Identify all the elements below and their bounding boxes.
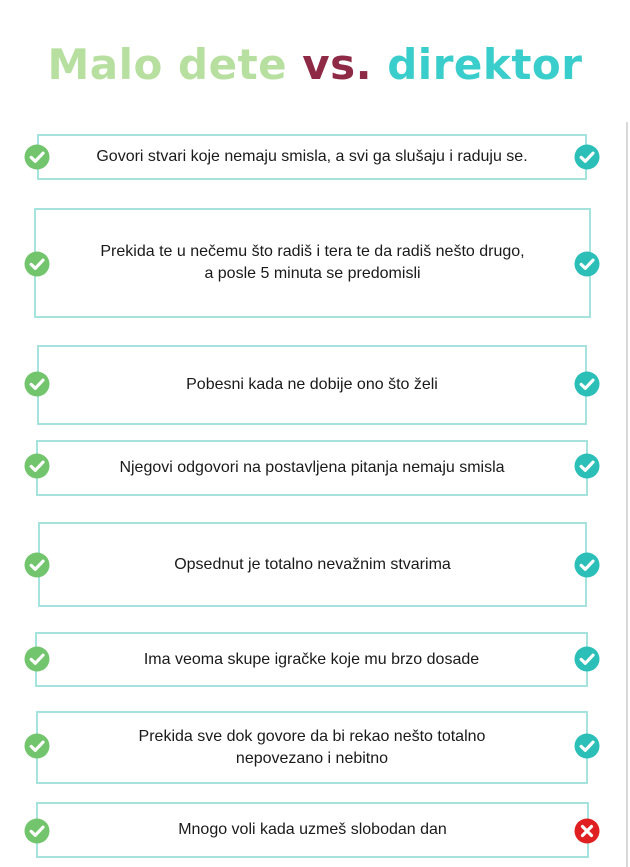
- comparison-row: [36, 802, 589, 858]
- child-check-icon: [24, 251, 50, 277]
- title-versus: vs.: [302, 40, 373, 89]
- director-check-icon: [574, 251, 600, 277]
- row-text: Prekida te u nečemu što radiš i tera te da radiš nešto drugo, a posle 5 minuta se predomisli: [100, 243, 525, 282]
- director-check-icon: [574, 552, 600, 578]
- child-check-icon: [24, 646, 50, 672]
- comparison-row: [35, 632, 588, 687]
- title-director: direktor: [387, 40, 583, 89]
- comparison-row: [37, 134, 587, 180]
- comparison-row: [36, 711, 588, 784]
- row-text: Ima veoma skupe igračke koje mu brzo dosade: [143, 650, 480, 668]
- comparison-row: [36, 440, 588, 496]
- child-check-icon: [24, 733, 50, 759]
- child-check-icon: [24, 144, 50, 170]
- director-check-icon: [574, 733, 600, 759]
- row-text: Njegovi odgovori na postavljena pitanja nemaju smisla: [119, 459, 505, 476]
- title-child: Malo dete: [47, 40, 288, 89]
- row-text: Prekida sve dok govore da bi rekao nešto totalno nepovezano i nebitno: [138, 727, 486, 767]
- right-edge-divider: [626, 122, 628, 867]
- director-check-icon: [574, 371, 600, 397]
- row-text: Pobesni kada ne dobije ono što želi: [186, 376, 438, 393]
- child-check-icon: [24, 818, 50, 844]
- comparison-row: [38, 522, 587, 607]
- row-text: Opsednut je totalno nevažnim stvarima: [174, 555, 451, 573]
- director-cross-icon: [574, 818, 600, 844]
- child-check-icon: [24, 371, 50, 397]
- director-check-icon: [574, 646, 600, 672]
- director-check-icon: [574, 144, 600, 170]
- comparison-row: [34, 208, 591, 318]
- comparison-row: [37, 345, 587, 425]
- page-title: [0, 40, 630, 89]
- child-check-icon: [24, 552, 50, 578]
- row-text: Mnogo voli kada uzmeš slobodan dan: [178, 821, 447, 838]
- child-check-icon: [24, 453, 50, 479]
- row-text: Govori stvari koje nemaju smisla, a svi ga slušaju i raduju se.: [96, 148, 528, 165]
- director-check-icon: [574, 453, 600, 479]
